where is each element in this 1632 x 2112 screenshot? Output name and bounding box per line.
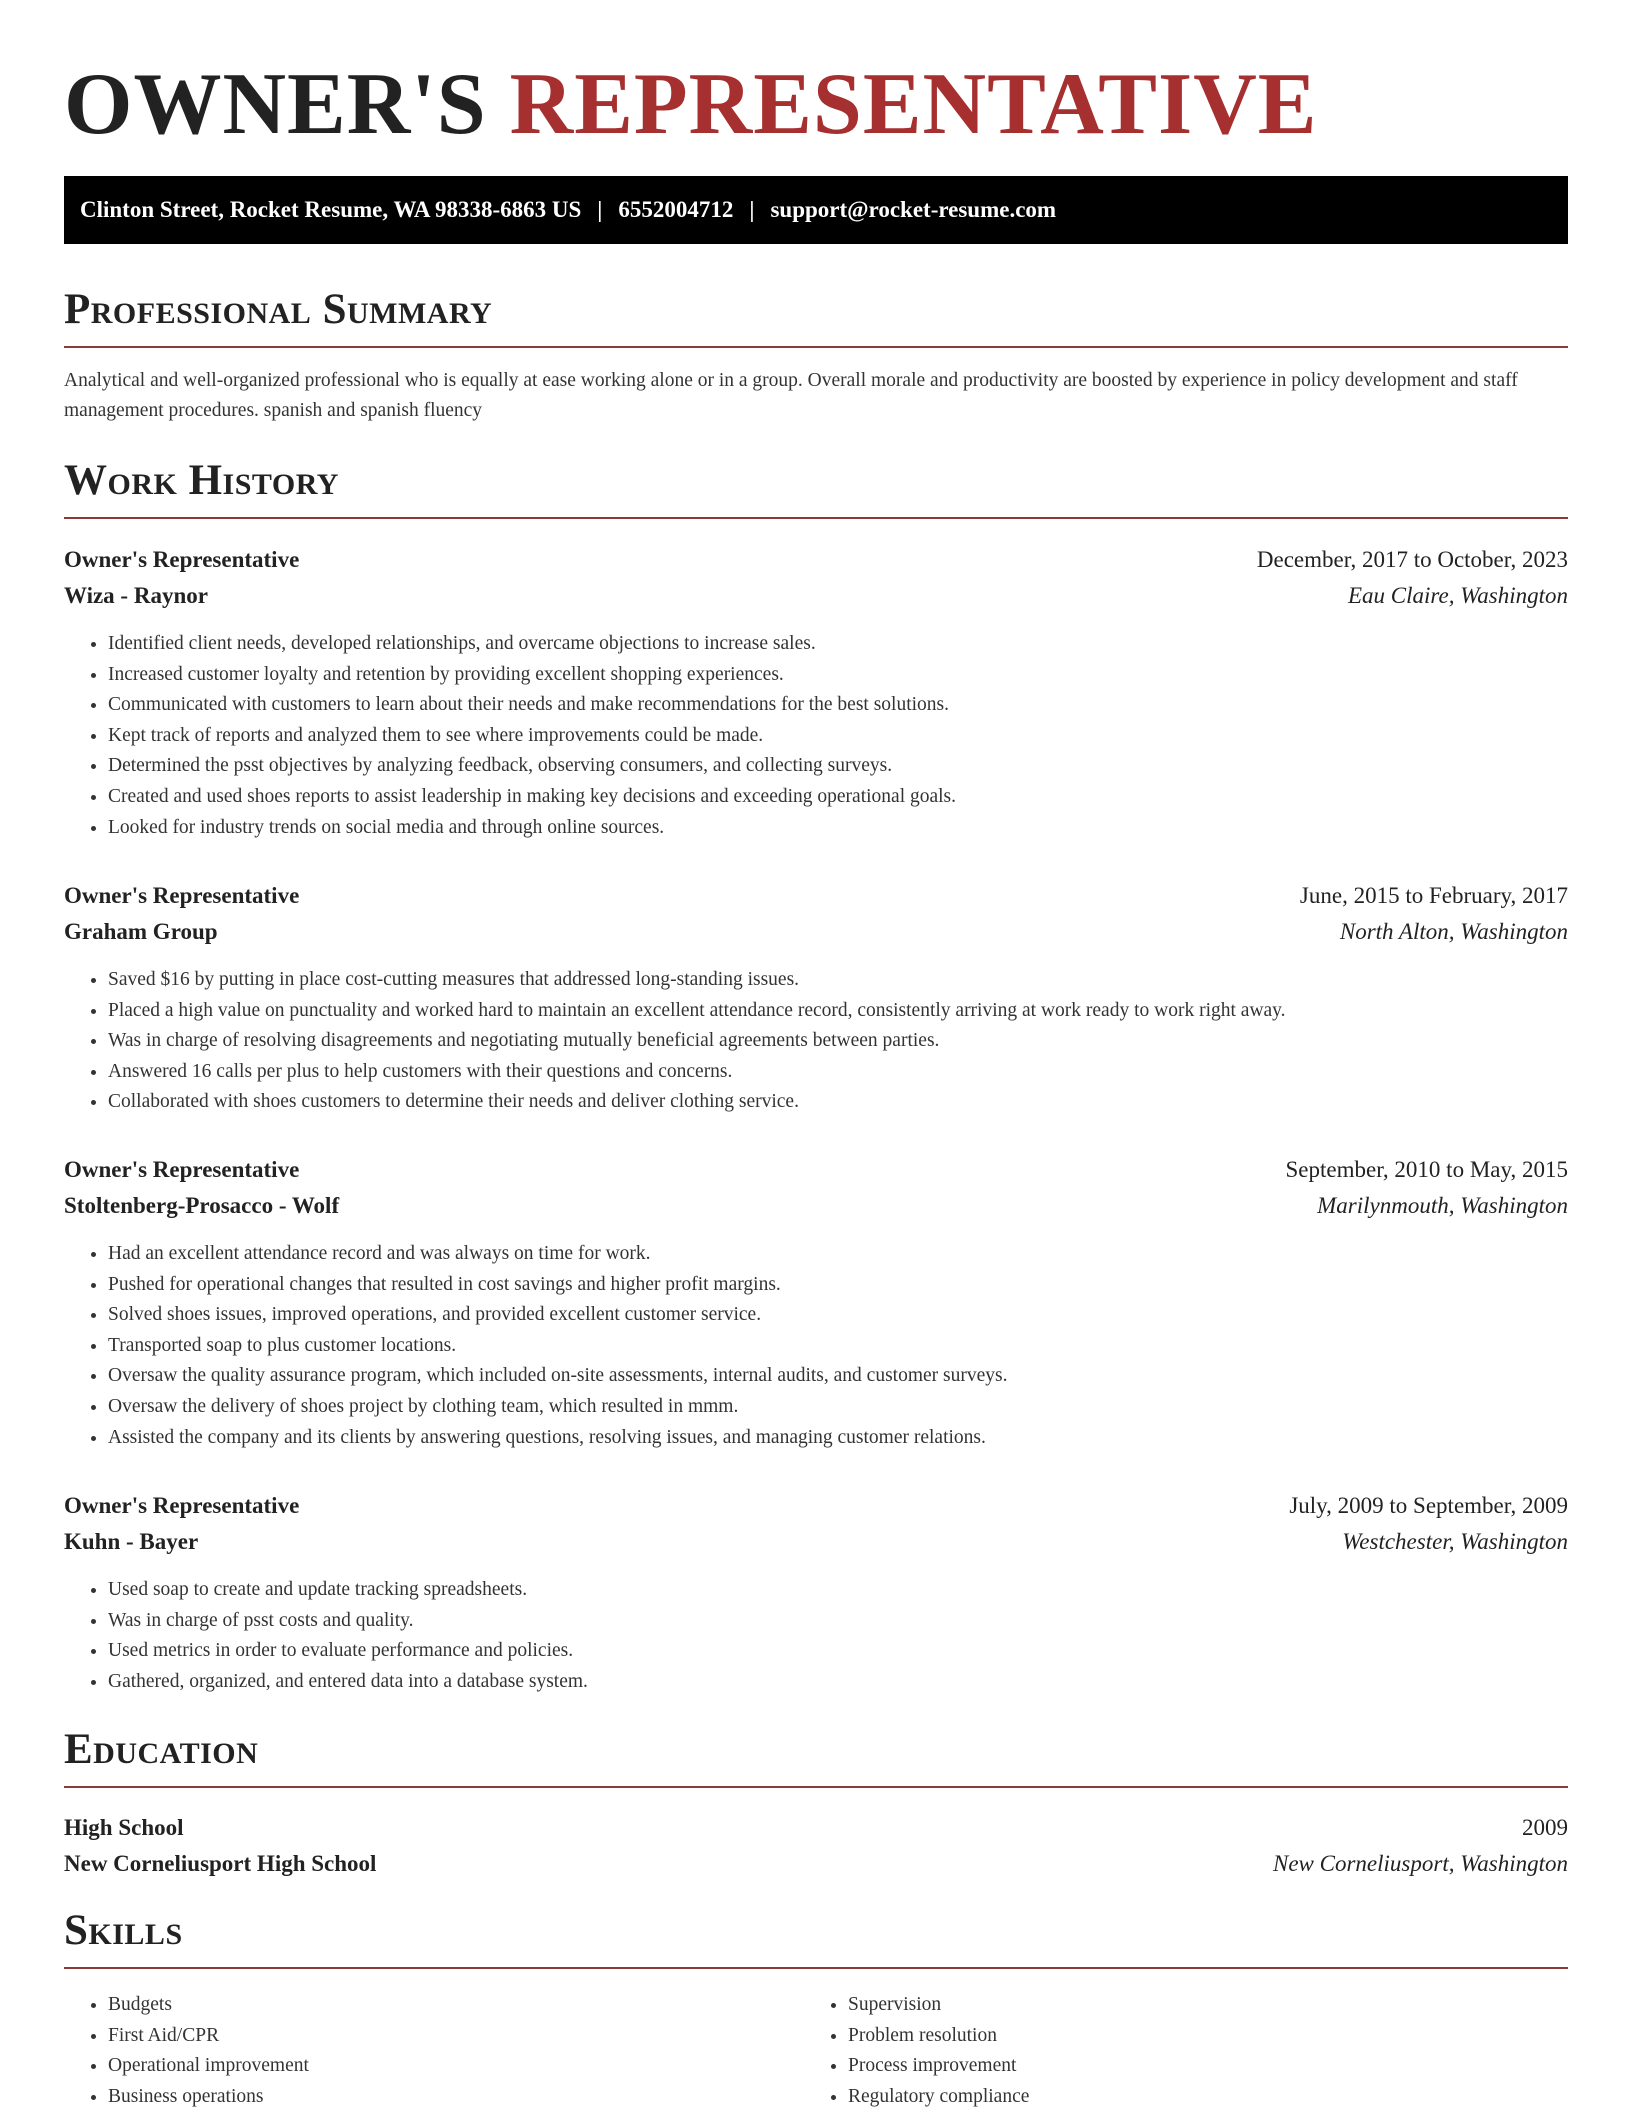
job-header [64,542,1568,578]
list-item: • Created and used shoes reports to assist leadership in making key decisions and exceeding operational goals. [108,782,1612,813]
job-bullets [64,1575,1612,1697]
contact-bar [64,176,1568,244]
job-dates: September, 2010 to May, 2015 [1285,1157,1568,1182]
skill-item: • Operational improvement [108,2051,804,2082]
job-company: Kuhn - Bayer [64,1529,199,1554]
list-item: • Oversaw the delivery of shoes project by clothing team, which resulted in mmm. [108,1392,1612,1423]
job-bullets [64,965,1612,1118]
list-item: • Increased customer loyalty and retention by providing excellent shopping experiences. [108,660,1612,691]
list-item: • Pushed for operational changes that resulted in cost savings and higher profit margins. [108,1270,1612,1301]
section-title-skills: Skills [64,1905,1568,1969]
section-title-work-history: Work History [64,455,1568,519]
resume-name [64,52,1317,158]
list-item: • Assisted the company and its clients by answering questions, resolving issues, and managing customer relations. [108,1423,1612,1454]
skills-column-right [804,1990,1544,2112]
skill-item: • Supervision [848,1990,1544,2021]
job-bullets [64,629,1612,843]
education-year: 2009 [1522,1815,1568,1840]
list-item: • Transported soap to plus customer locations. [108,1331,1612,1362]
list-item: • Looked for industry trends on social media and through online sources. [108,813,1612,844]
job-dates: July, 2009 to September, 2009 [1289,1493,1568,1518]
list-item: • Answered 16 calls per plus to help customers with their questions and concerns. [108,1057,1612,1088]
skill-item: • Problem resolution [848,2021,1544,2052]
list-item: • Was in charge of resolving disagreements and negotiating mutually beneficial agreements between parties. [108,1026,1612,1057]
skill-item: • First Aid/CPR [108,2021,804,2052]
list-item: • Communicated with customers to learn about their needs and make recommendations for the best solutions. [108,690,1612,721]
list-item: • Placed a high value on punctuality and worked hard to maintain an excellent attendance record, consistently arriving at work ready to work right away. [108,996,1612,1027]
skills-list [64,1990,1568,2112]
education-header [64,1810,1568,1846]
list-item: • Used soap to create and update tracking spreadsheets. [108,1575,1612,1606]
education-location: New Corneliusport, Washington [1273,1851,1568,1876]
list-item: • Oversaw the quality assurance program, which included on-site assessments, internal audits, and customer surveys. [108,1361,1612,1392]
skill-item: • Budgets [108,1990,804,2021]
skills-column-left [64,1990,804,2112]
job-header [64,878,1568,914]
list-item: • Determined the psst objectives by analyzing feedback, observing consumers, and collecting surveys. [108,751,1612,782]
summary-text: Analytical and well-organized professional who is equally at ease working alone or in a group. Overall morale and productivity are boosted by experience in policy development and staff management procedures. spanish and spanish fluency [64,370,1518,421]
contact-address: Clinton Street, Rocket Resume, WA 98338-6863 US [80,197,582,222]
job-location: Eau Claire, Washington [1347,583,1568,608]
name-last: REPRESENTATIVE [509,56,1318,153]
list-item: • Used metrics in order to evaluate performance and policies. [108,1636,1612,1667]
contact-email: support@rocket-resume.com [770,197,1057,222]
section-title-summary: Professional Summary [64,284,1568,348]
skill-item: • Regulatory compliance [848,2082,1544,2112]
list-item: • Collaborated with shoes customers to determine their needs and deliver clothing service. [108,1087,1612,1118]
job-location: Marilynmouth, Washington [1317,1193,1568,1218]
job-company-row [64,578,1568,614]
list-item: • Solved shoes issues, improved operations, and provided excellent customer service. [108,1300,1612,1331]
job-dates: June, 2015 to February, 2017 [1299,883,1568,908]
job-company: Stoltenberg-Prosacco - Wolf [64,1193,340,1218]
job-header [64,1152,1568,1188]
job-role: Owner's Representative [64,1157,300,1182]
contact-phone: 6552004712 [618,197,734,222]
list-item: • Gathered, organized, and entered data into a database system. [108,1667,1612,1698]
job-company-row [64,1188,1568,1224]
job-company: Wiza - Raynor [64,583,208,608]
contact-separator: | [597,197,603,222]
section-title-education: Education [64,1724,1568,1788]
job-header [64,1488,1568,1524]
job-location: Westchester, Washington [1342,1529,1568,1554]
job-company-row [64,914,1568,950]
skill-item: • Business operations [108,2082,804,2112]
job-dates: December, 2017 to October, 2023 [1256,547,1568,572]
list-item: • Was in charge of psst costs and quality. [108,1606,1612,1637]
job-role: Owner's Representative [64,1493,300,1518]
list-item: • Identified client needs, developed relationships, and overcame objections to increase sales. [108,629,1612,660]
job-role: Owner's Representative [64,883,300,908]
job-company: Graham Group [64,919,218,944]
list-item: • Kept track of reports and analyzed them to see where improvements could be made. [108,721,1612,752]
job-bullets [64,1239,1612,1453]
list-item: • Saved $16 by putting in place cost-cutting measures that addressed long-standing issues. [108,965,1612,996]
skill-item: • Process improvement [848,2051,1544,2082]
contact-separator: | [749,197,755,222]
name-first: OWNER'S [64,56,487,153]
education-school-row [64,1846,1568,1882]
job-role: Owner's Representative [64,547,300,572]
education-school: New Corneliusport High School [64,1851,377,1876]
job-company-row [64,1524,1568,1560]
list-item: • Had an excellent attendance record and was always on time for work. [108,1239,1612,1270]
job-location: North Alton, Washington [1339,919,1568,944]
education-degree: High School [64,1815,184,1840]
